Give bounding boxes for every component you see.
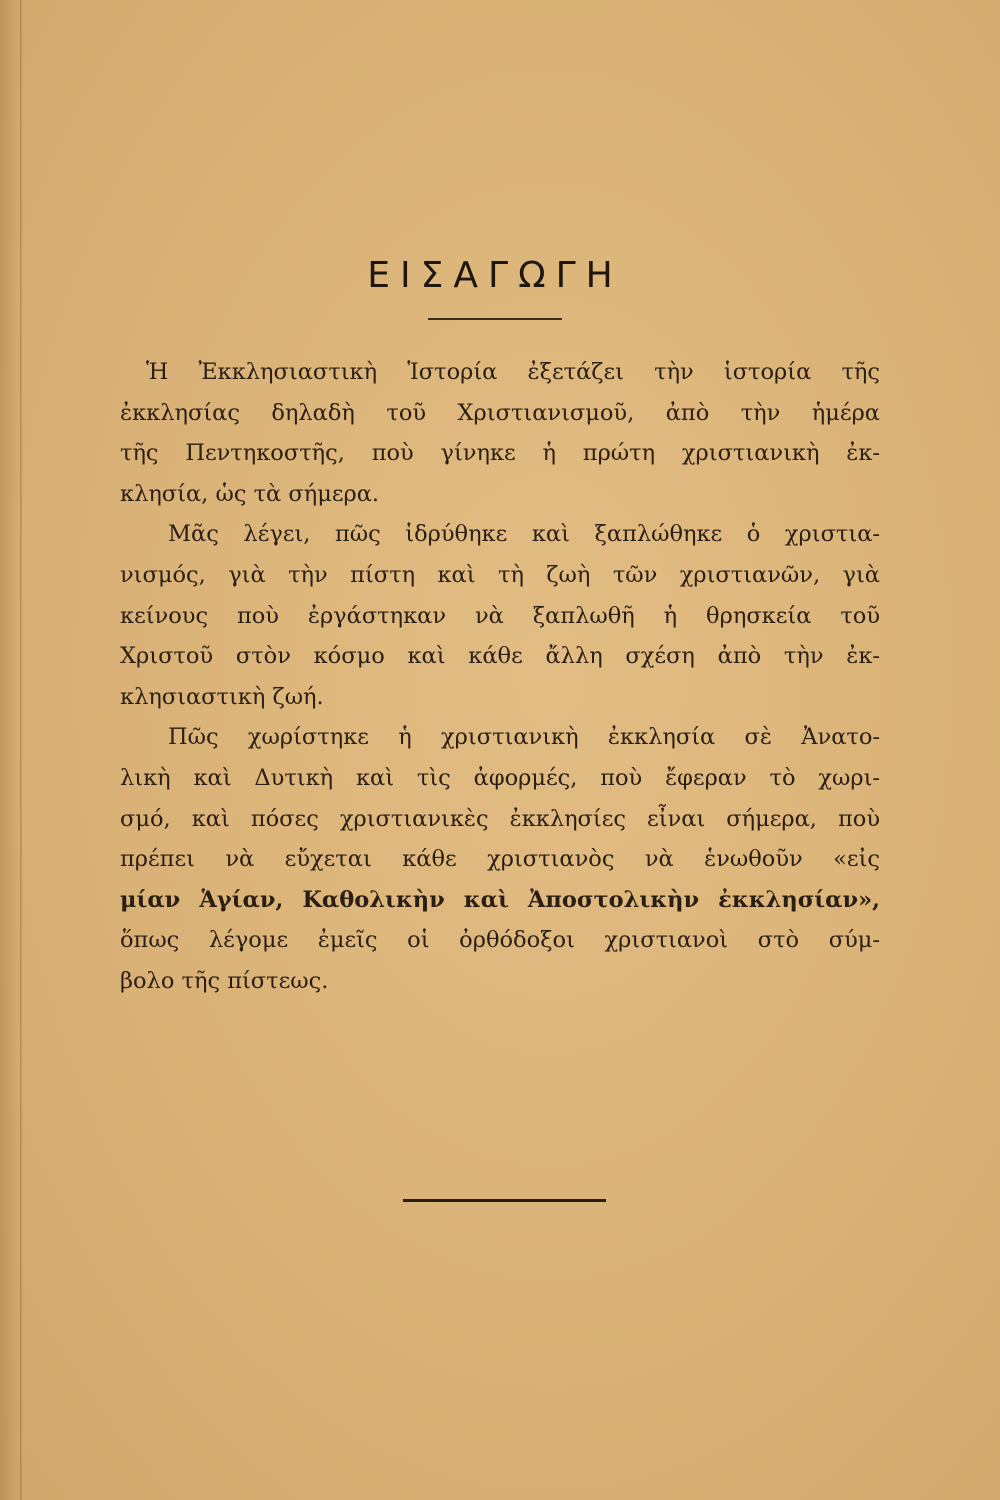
text-line: κλησιαστικὴ ζωή.: [120, 683, 324, 710]
text-line: τῆς Πεντηκοστῆς, ποὺ γίνηκε ἡ πρώτη χριστιανικὴ ἐκ-: [120, 440, 880, 467]
text-line: λικὴ καὶ Δυτικὴ καὶ τὶς ἀφορμές, ποὺ ἔφεραν τὸ χωρι-: [120, 764, 880, 791]
text-line: Μᾶς λέγει, πῶς ἱδρύθηκε καὶ ξαπλώθηκε ὁ χριστια-: [168, 521, 880, 548]
binding-edge-shade: [0, 0, 20, 1500]
text-line: Ἡ Ἐκκλησιαστικὴ Ἱστορία ἐξετάζει τὴν ἱστορία τῆς: [146, 359, 880, 385]
text-line: νισμός, γιὰ τὴν πίστη καὶ τὴ ζωὴ τῶν χριστιανῶν, γιὰ: [120, 561, 880, 588]
binding-gutter-line: [20, 0, 22, 1500]
text-line: ἐκκλησίας δηλαδὴ τοῦ Χριστιανισμοῦ, ἀπὸ τὴν ἡμέρα: [120, 399, 880, 426]
page-title: ΕΙΣΑΓΩΓΗ: [367, 255, 623, 296]
title-underline-rule: [428, 318, 562, 320]
text-line: Χριστοῦ στὸν κόσμο καὶ κάθε ἄλλη σχέση ἀπὸ τὴν ἐκ-: [120, 643, 880, 670]
text-line: πρέπει νὰ εὔχεται κάθε χριστιανὸς νὰ ἑνωθοῦν «εἰς: [120, 846, 880, 873]
introduction-text: [120, 352, 880, 1002]
text-line: Πῶς χωρίστηκε ἡ χριστιανικὴ ἐκκλησία σὲ Ἀνατο-: [168, 724, 880, 751]
text-line: βολο τῆς πίστεως.: [120, 967, 329, 994]
text-line: κλησία, ὡς τὰ σήμερα.: [120, 480, 380, 507]
closing-rule: [403, 1199, 606, 1202]
text-line: ὅπως λέγομε ἐμεῖς οἱ ὀρθόδοξοι χριστιανοὶ στὸ σύμ-: [120, 927, 880, 954]
text-line: σμό, καὶ πόσες χριστιανικὲς ἐκκλησίες εἶναι σήμερα, ποὺ: [120, 805, 880, 832]
text-line: κείνους ποὺ ἐργάστηκαν νὰ ξαπλωθῆ ἡ θρησκεία τοῦ: [120, 602, 880, 629]
text-line: μίαν Ἁγίαν, Καθολικὴν καὶ Ἀποστολικὴν ἐκκλησίαν»,: [120, 886, 880, 913]
